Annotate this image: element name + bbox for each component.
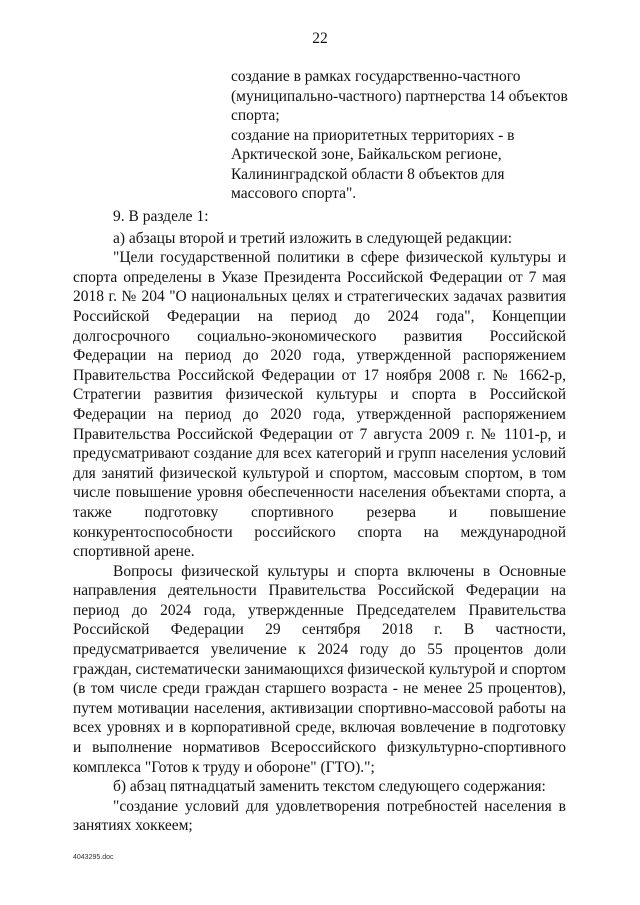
paragraph-b: б) абзац пятнадцатый заменить текстом следующего содержания:	[113, 778, 546, 796]
paragraph-directions: Вопросы физической культуры и спорта включены в Основные направления деятельности Правительства Российской Федерации на период до 2024 года, утвержденные Председателем Правительства Российской Федерации 29 сентября 2018 г. В частности, предусматривается увеличение к 2024 году до 55 процентов доли граждан, систематически занимающихся физической культурой и спортом (в том числе среди граждан старшего возраста - не менее 25 процентов), путем мотивации населения, активизации спортивно-массовой работы на всех уровнях и в корпоративной среде, включая вовлечение в подготовку и выполнение нормативов Всероссийского физкультурно-спортивного комплекса "Готов к труду и обороне" (ГТО).";	[73, 562, 566, 776]
quote-line: спорта;	[231, 107, 280, 124]
quote-line: массового спорта".	[231, 185, 357, 202]
paragraph-hockey: "создание условий для удовлетворения потребностей населения в занятиях хоккеем;	[73, 797, 566, 835]
quote-line: создание в рамках государственно-частного	[231, 68, 521, 85]
quoted-list-continuation	[231, 67, 571, 204]
footer-filename: 4043295.doc	[73, 854, 114, 861]
document-body	[73, 207, 566, 836]
section-heading: 9. В разделе 1:	[113, 208, 209, 225]
page-number: 22	[312, 30, 328, 47]
paragraph-a: а) абзацы второй и третий изложить в следующей редакции:	[113, 229, 513, 247]
quote-line: Арктической зоне, Байкальском регионе,	[231, 146, 502, 163]
quote-line: (муниципально-частного) партнерства 14 объектов	[231, 87, 568, 105]
paragraph-goals: "Цели государственной политики в сфере физической культуры и спорта определены в Указе Президента Российской Федерации от 7 мая 2018 г. № 204 "О национальных целях и стратегических задачах развития Российской Федерации на период до 2024 года", Концепции долгосрочного социально-экономического развития Российской Федерации на период до 2020 года, утвержденной распоряжением Правительства Российской Федерации от 17 ноября 2008 г. № 1662-р, Стратегии развития физической культуры и спорта в Российской Федерации на период до 2020 года, утвержденной распоряжением Правительства Российской Федерации от 7 августа 2009 г. № 1101-р, и предусматривают создание для всех категорий и групп населения условий для занятий физической культурой и спортом, массовым спортом, в том числе повышение уровня обеспеченности населения объектами спорта, а также подготовку спортивного резерва и повышение конкурентоспособности российского спорта на международной спортивной арене.	[73, 249, 566, 561]
quote-line: создание на приоритетных территориях - в	[231, 126, 515, 144]
quote-line: Калининградской области 8 объектов для	[231, 165, 505, 183]
